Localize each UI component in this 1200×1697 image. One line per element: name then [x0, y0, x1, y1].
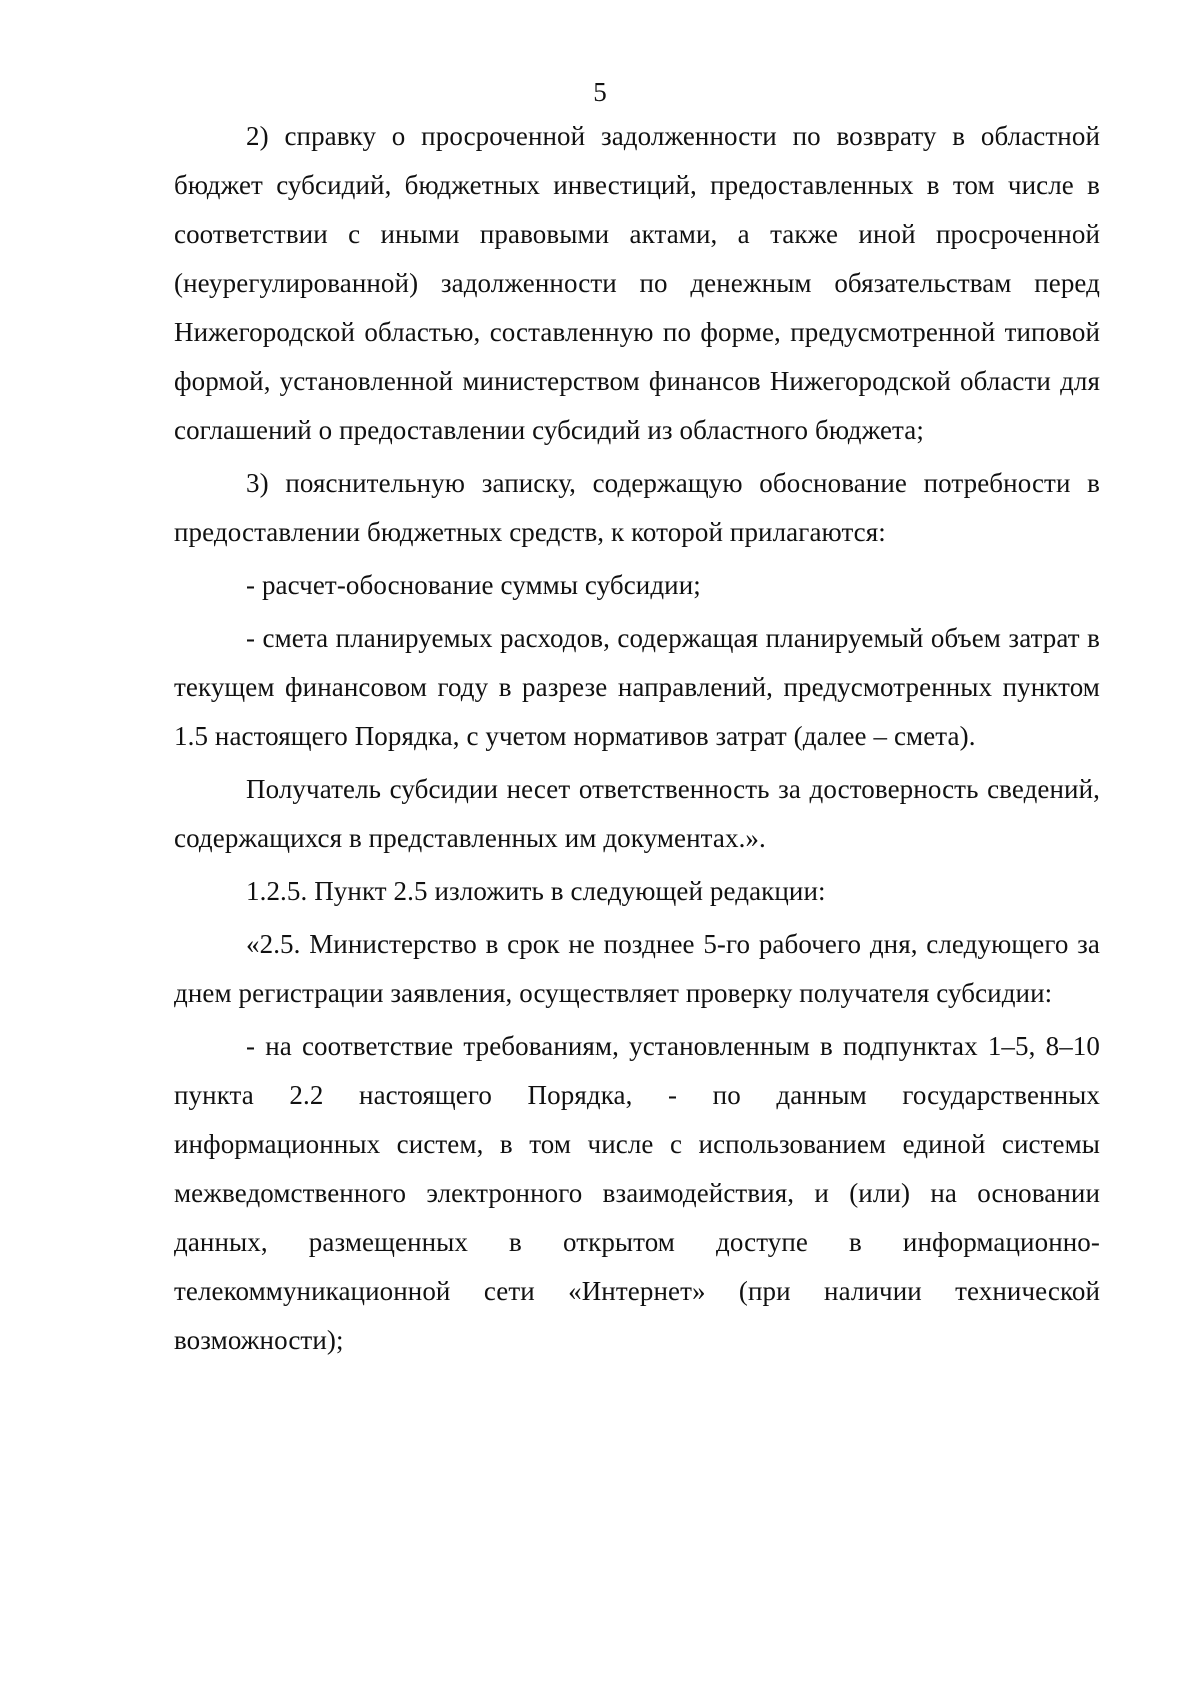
paragraph-item-2-certificate: 2) справку о просроченной задолженности по возврату в областной бюджет субсидий, бюджетных инвестиций, предоставленных в том числе в соответствии с иными правовыми актами, а также иной просроченной (неурегулированной) задолженности по денежным обязательствам перед Нижегородской областью, составленную по форме, предусмотренной типовой формой, установленной министерством финансов Нижегородской области для соглашений о предоставлении субсидий из областного бюджета; — [174, 121, 1100, 445]
paragraph-item-3-explanatory-note: 3) пояснительную записку, содержащую обоснование потребности в предоставлении бюджетных средств, к которой прилагаются: — [174, 468, 1100, 547]
document-body — [174, 112, 1100, 1369]
paragraph-recipient-responsibility: Получатель субсидии несет ответственность за достоверность сведений, содержащихся в представленных им документах.». — [174, 774, 1100, 853]
paragraph-subsidy-calculation: - расчет-обоснование суммы субсидии; — [246, 570, 701, 600]
paragraph-expense-estimate: - смета планируемых расходов, содержащая планируемый объем затрат в текущем финансовом году в разрезе направлений, предусмотренных пунктом 1.5 настоящего Порядка, с учетом нормативов затрат (далее – смета). — [174, 623, 1100, 751]
paragraph-clause-2-5: «2.5. Министерство в срок не позднее 5-го рабочего дня, следующего за днем регистрации заявления, осуществляет проверку получателя субсидии: — [174, 929, 1100, 1008]
paragraph-clause-1-2-5: 1.2.5. Пункт 2.5 изложить в следующей редакции: — [246, 876, 826, 906]
paragraph-compliance-check: - на соответствие требованиям, установленным в подпунктах 1–5, 8–10 пункта 2.2 настоящего Порядка, - по данным государственных информационных систем, в том числе с использованием единой системы межведомственного электронного взаимодействия, и (или) на основании данных, размещенных в открытом доступе в информационно-телекоммуникационной сети «Интернет» (при наличии технической возможности); — [174, 1031, 1100, 1355]
page-number: 5 — [593, 77, 607, 107]
